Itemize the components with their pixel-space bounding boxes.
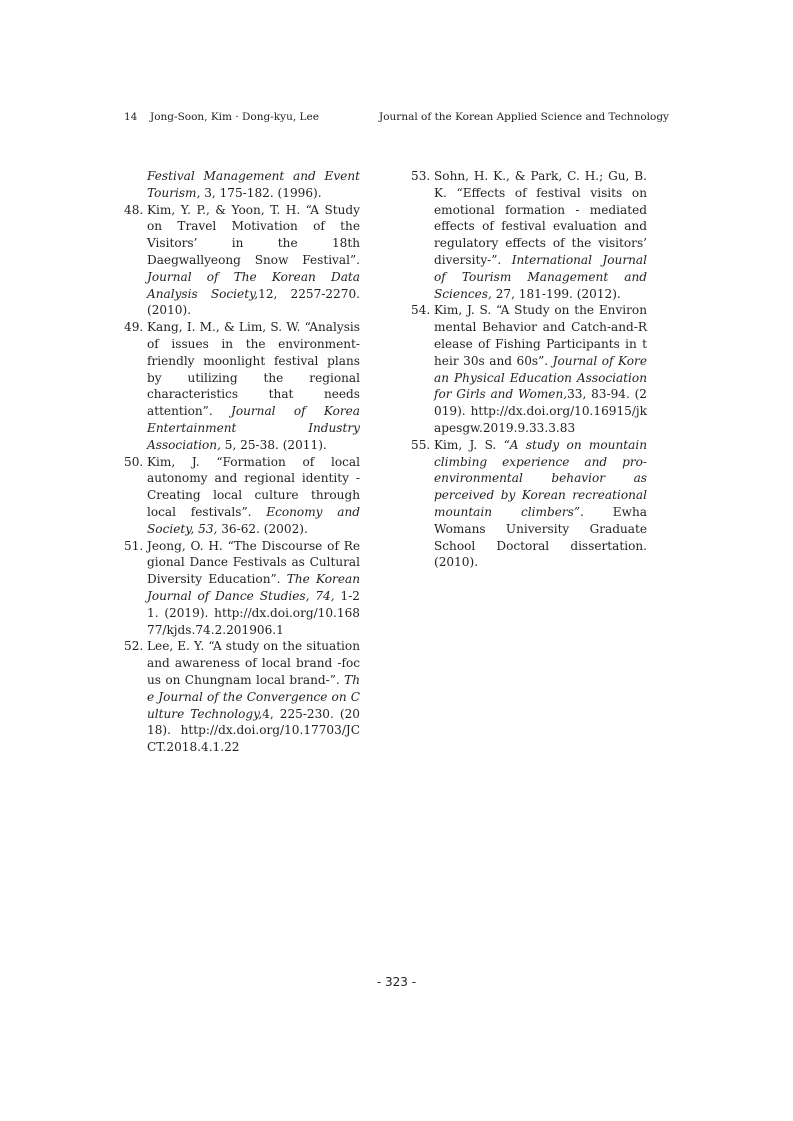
reference-source-italic: The Korean Journal of Dance Studies, 74, (147, 572, 360, 603)
reference-53 (411, 168, 647, 302)
reference-text: Jeong, O. H. “The Discourse of Regional Dance Festivals as Cultural Diversity Education”. (147, 538, 360, 587)
reference-text-tail: 1-21. (2019). http://dx.doi.org/10.16877/kjds.74.2.201906.1 (147, 588, 361, 637)
reference-number: 51. (124, 538, 144, 553)
reference-number: 50. (124, 454, 144, 469)
reference-54 (411, 302, 647, 436)
reference-number: 55. (411, 437, 431, 452)
reference-text: Kang, I. M., & Lim, S. W. “Analysis of issues in the environment-friendly moonlight festival plans by utilizing the regional characteristics that needs attention”. (147, 320, 360, 419)
reference-text: Kim, J. S. “ (434, 437, 510, 452)
references-right-column (411, 168, 647, 571)
reference-text-tail: 36-62. (2002). (217, 521, 308, 536)
reference-text-tail: 5, 25-38. (2011). (220, 437, 327, 452)
header-page-number: 14 (124, 111, 138, 123)
reference-source-italic: The Journal of the Convergence on Culture Technology, (147, 672, 360, 721)
reference-51 (124, 538, 360, 639)
references-left-column (124, 168, 360, 756)
reference-text-tail: 12, 2257-2270. (2010). (147, 286, 360, 318)
reference-text-tail: Ewha Womans University Graduate School Doctoral dissertation. (2010). (434, 504, 647, 570)
reference-text: Kim, J. “Formation of local autonomy and regional identity - Creating local culture through local festivals”. (147, 454, 360, 519)
reference-48 (124, 202, 360, 320)
reference-49 (124, 319, 360, 453)
reference-continued (124, 168, 360, 202)
reference-text-tail: 4, 225-230. (2018). http://dx.doi.org/10.17703/JCCT.2018.4.1.22 (147, 706, 360, 755)
header-journal-title: Journal of the Korean Applied Science and Technology (379, 111, 669, 123)
reference-text: Sohn, H. K., & Park, C. H.; Gu, B. K. “Effects of festival visits on emotional formation - mediated effects of festival evaluation and regulatory effects of the visitors’ diversity-”. (434, 169, 647, 267)
reference-number: 54. (411, 303, 431, 318)
reference-continued-italic: Festival Management and Event Tourism, (147, 169, 360, 200)
reference-text-tail: 27, 181-199. (2012). (491, 286, 621, 301)
reference-title-italic: A study on mountain climbing experience and pro-environmental behavior as perceived by Korean recreational mountain climbers”. (434, 437, 647, 519)
reference-52 (124, 638, 360, 756)
page-number-footer: - 323 - (376, 975, 417, 989)
running-header (124, 111, 669, 127)
reference-number: 52. (124, 639, 144, 654)
reference-number: 48. (124, 202, 144, 217)
reference-text: Kim, Y. P., & Yoon, T. H. “A Study on Travel Motivation of the Visitors’ in the 18th Daegwallyeong Snow Festival”. (147, 202, 360, 267)
reference-continued-rest: 3, 175-182. (1996). (200, 185, 322, 200)
header-left (124, 111, 319, 123)
reference-50 (124, 454, 360, 538)
reference-source-italic: Journal of The Korean Data Analysis Society, (147, 269, 360, 301)
reference-number: 49. (124, 320, 144, 335)
reference-source-italic: Journal of Korea Entertainment Industry Association, (147, 404, 360, 452)
reference-number: 53. (411, 169, 431, 183)
reference-text: Lee, E. Y. “A study on the situation and awareness of local brand -focus on Chungnam local brand-”. (147, 639, 360, 687)
header-authors: Jong-Soon, Kim · Dong-kyu, Lee (150, 111, 319, 123)
reference-55 (411, 437, 647, 571)
reference-source-italic: Journal of Korean Physical Education Association for Girls and Women, (434, 353, 647, 402)
reference-source-italic: Economy and Society, 53, (147, 504, 360, 536)
reference-source-italic: International Journal of Tourism Management and Sciences, (434, 252, 647, 301)
reference-text: Kim, J. S. “A Study on the Environmental Behavior and Catch-and-Release of Fishing Participants in their 30s and 60s”. (434, 303, 647, 368)
reference-text-tail: 33, 83-94. (2019). http://dx.doi.org/10.16915/jkapesgw.2019.9.33.3.83 (434, 387, 647, 435)
